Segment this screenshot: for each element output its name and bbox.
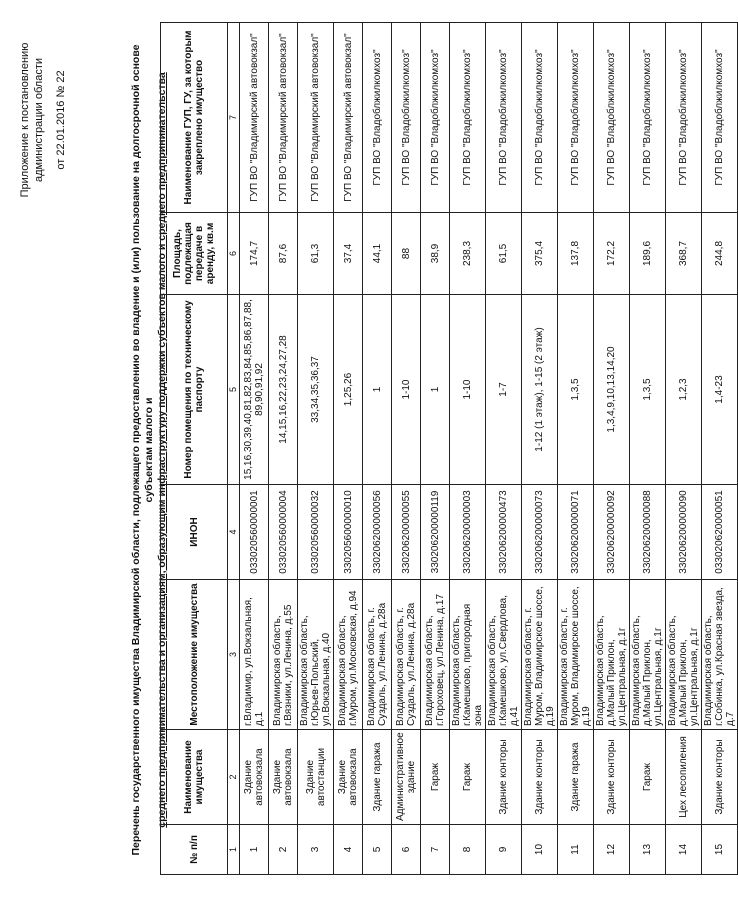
holder-organization: ГУП ВО "Владимирский автовокзал" <box>269 23 298 213</box>
row-number: 10 <box>522 825 558 875</box>
column-number-row <box>228 23 240 875</box>
area-value: 368,7 <box>666 213 702 295</box>
holder-organization: ГУП ВО "Владимирский автовокзал" <box>334 23 363 213</box>
table-header-row <box>161 23 228 875</box>
room-numbers: 33,34,35,36,37 <box>298 295 334 485</box>
room-numbers: 14,15,16,22,23,24,27,28 <box>269 295 298 485</box>
area-value: 61,5 <box>486 213 522 295</box>
property-location: Владимирская область, г.Муром, ул.Московская, д.94 <box>334 580 363 730</box>
room-numbers: 1-10 <box>392 295 421 485</box>
holder-organization: ГУП ВО "Владимирский автовокзал" <box>240 23 269 213</box>
appendix-date: от 22.01.2016 № 22 <box>55 70 67 170</box>
table-row <box>666 23 702 875</box>
inon-code: 033020620000051 <box>702 485 738 580</box>
property-name: Здание автовокзала <box>269 730 298 825</box>
column-number: 3 <box>228 580 240 730</box>
inon-code: 330206200000090 <box>666 485 702 580</box>
inon-code: 330206200000071 <box>558 485 594 580</box>
row-number: 12 <box>594 825 630 875</box>
inon-code: 033020560000032 <box>298 485 334 580</box>
table-row <box>363 23 392 875</box>
property-location: Владимирская область, г.Юрьев-Польский, ул.Вокзальная, д.40 <box>298 580 334 730</box>
property-location: Владимирская область, г. Суздаль, ул.Ленина, д.28а <box>392 580 421 730</box>
table-row <box>334 23 363 875</box>
property-name: Здание автовокзала <box>334 730 363 825</box>
title-line: Перечень государственного имущества Владимирской области, подлежащего предоставлению во владение и (или) пользование на долгосрочной основе субъектам малого и <box>130 44 155 856</box>
row-number: 8 <box>450 825 486 875</box>
holder-organization: ГУП ВО "Владоблжилкомхоз" <box>666 23 702 213</box>
property-name: Здание гаража <box>363 730 392 825</box>
inon-code: 033020560000004 <box>269 485 298 580</box>
room-numbers: 1-10 <box>450 295 486 485</box>
room-numbers: 1,3,4,9,10,13,14,20 <box>594 295 630 485</box>
appendix-block <box>18 25 68 215</box>
property-name: Здание конторы <box>486 730 522 825</box>
room-numbers: 1,3,5 <box>630 295 666 485</box>
property-location: Владимирская область, г. Муром, Владимирское шоссе, д.19 <box>558 580 594 730</box>
title-line: среднего предпринимательства и организациям, образующим инфраструктуру поддержки субъектов малого и среднего предпринимательства <box>156 72 168 828</box>
column-header: ИНОН <box>161 485 228 580</box>
row-number: 9 <box>486 825 522 875</box>
column-header: Площадь, подлежащая передаче в аренду, кв.м <box>161 213 228 295</box>
table-row <box>392 23 421 875</box>
inon-code: 330206200000056 <box>363 485 392 580</box>
property-name: Административное здание <box>392 730 421 825</box>
room-numbers: 1-7 <box>486 295 522 485</box>
holder-organization: ГУП ВО "Владоблжилкомхоз" <box>630 23 666 213</box>
room-numbers: 1,2,3 <box>666 295 702 485</box>
row-number: 5 <box>363 825 392 875</box>
property-name: Цех лесопиления <box>666 730 702 825</box>
property-name: Гараж <box>630 730 666 825</box>
table-row <box>450 23 486 875</box>
property-location: Владимирская область, г.Вязники, ул.Ленина, д.55 <box>269 580 298 730</box>
table-row <box>702 23 738 875</box>
room-numbers: 1 <box>363 295 392 485</box>
inon-code: 330206200000055 <box>392 485 421 580</box>
property-name: Здание конторы <box>522 730 558 825</box>
holder-organization: ГУП ВО "Владоблжилкомхоз" <box>558 23 594 213</box>
room-numbers: 1,4-23 <box>702 295 738 485</box>
property-table <box>160 22 738 875</box>
area-value: 174,7 <box>240 213 269 295</box>
property-name: Гараж <box>450 730 486 825</box>
table-row <box>558 23 594 875</box>
property-name: Здание гаража <box>558 730 594 825</box>
column-header: Номер помещения по техническому паспорту <box>161 295 228 485</box>
row-number: 14 <box>666 825 702 875</box>
inon-code: 033020560000001 <box>240 485 269 580</box>
column-number: 5 <box>228 295 240 485</box>
column-number: 1 <box>228 825 240 875</box>
property-location: Владимирская область, г.Камешково, ул.Свердлова, д.41 <box>486 580 522 730</box>
holder-organization: ГУП ВО "Владоблжилкомхоз" <box>450 23 486 213</box>
table-body <box>240 23 738 875</box>
property-name: Гараж <box>421 730 450 825</box>
inon-code: 330206200000473 <box>486 485 522 580</box>
room-numbers: 1,3,5 <box>558 295 594 485</box>
holder-organization: ГУП ВО "Владоблжилкомхоз" <box>522 23 558 213</box>
area-value: 189,6 <box>630 213 666 295</box>
room-numbers: 1-12 (1 этаж), 1-15 (2 этаж) <box>522 295 558 485</box>
property-name: Здание автовокзала <box>240 730 269 825</box>
column-header: Наименование ГУП, ГУ, за которым закреплено имущество <box>161 23 228 213</box>
inon-code: 330206200000003 <box>450 485 486 580</box>
row-number: 13 <box>630 825 666 875</box>
property-name: Здание конторы <box>594 730 630 825</box>
appendix-line: администрации области <box>33 57 45 183</box>
inon-code: 330206200000119 <box>421 485 450 580</box>
area-value: 44,1 <box>363 213 392 295</box>
column-header: Наименование имущества <box>161 730 228 825</box>
table-row <box>269 23 298 875</box>
property-location: Владимирская область, д.Малый Приклон, ул.Центральная, д.1г <box>594 580 630 730</box>
table-row <box>486 23 522 875</box>
table-row <box>240 23 269 875</box>
holder-organization: ГУП ВО "Владоблжилкомхоз" <box>392 23 421 213</box>
area-value: 137,8 <box>558 213 594 295</box>
room-numbers: 1 <box>421 295 450 485</box>
row-number: 7 <box>421 825 450 875</box>
inon-code: 330206200000073 <box>522 485 558 580</box>
holder-organization: ГУП ВО "Владоблжилкомхоз" <box>594 23 630 213</box>
area-value: 88 <box>392 213 421 295</box>
area-value: 238,3 <box>450 213 486 295</box>
inon-code: 330206200000088 <box>630 485 666 580</box>
property-location: Владимирская область, г. Суздаль, ул.Ленина, д.28а <box>363 580 392 730</box>
appendix-line: Приложение к постановлению <box>19 42 31 198</box>
inon-code: 330206200000092 <box>594 485 630 580</box>
area-value: 375,4 <box>522 213 558 295</box>
column-number: 6 <box>228 213 240 295</box>
table-row <box>421 23 450 875</box>
holder-organization: ГУП ВО "Владоблжилкомхоз" <box>486 23 522 213</box>
holder-organization: ГУП ВО "Владоблжилкомхоз" <box>421 23 450 213</box>
column-header: Местоположение имущества <box>161 580 228 730</box>
table-row <box>522 23 558 875</box>
property-name: Здание конторы <box>702 730 738 825</box>
area-value: 244,8 <box>702 213 738 295</box>
property-location: Владимирская область, г. Муром, Владимирское шоссе, д.19 <box>522 580 558 730</box>
property-location: Владимирская область, д.Малый Приклон, ул.Центральная, д.1г <box>630 580 666 730</box>
table-row <box>594 23 630 875</box>
row-number: 15 <box>702 825 738 875</box>
column-number: 7 <box>228 23 240 213</box>
row-number: 1 <box>240 825 269 875</box>
holder-organization: ГУП ВО "Владоблжилкомхоз" <box>702 23 738 213</box>
table-row <box>298 23 334 875</box>
row-number: 6 <box>392 825 421 875</box>
inon-code: 330205600000010 <box>334 485 363 580</box>
area-value: 38,9 <box>421 213 450 295</box>
holder-organization: ГУП ВО "Владоблжилкомхоз" <box>363 23 392 213</box>
property-name: Здание автостанции <box>298 730 334 825</box>
row-number: 4 <box>334 825 363 875</box>
area-value: 87,6 <box>269 213 298 295</box>
area-value: 37,4 <box>334 213 363 295</box>
property-location: Владимирская область, г.Гороховец, ул.Ленина, д.17 <box>421 580 450 730</box>
area-value: 172,2 <box>594 213 630 295</box>
property-location: Владимирская область, г.Собинка, ул.Красная звезда, д.7 <box>702 580 738 730</box>
property-location: Владимирская область, д.Малый Приклон, ул.Центральная, д.1г <box>666 580 702 730</box>
row-number: 2 <box>269 825 298 875</box>
table-row <box>630 23 666 875</box>
property-location: Владимирская область, г.Камешково, пригородная зона <box>450 580 486 730</box>
column-header: № п/п <box>161 825 228 875</box>
area-value: 61,3 <box>298 213 334 295</box>
holder-organization: ГУП ВО "Владимирский автовокзал" <box>298 23 334 213</box>
column-number: 2 <box>228 730 240 825</box>
row-number: 11 <box>558 825 594 875</box>
room-numbers: 1,25,26 <box>334 295 363 485</box>
room-numbers: 15,16,30,39,40,81,82,83,84,85,86,87,88, 89,90,91,92 <box>240 295 269 485</box>
row-number: 3 <box>298 825 334 875</box>
property-location: г.Владимир, ул.Вокзальная, д.1 <box>240 580 269 730</box>
column-number: 4 <box>228 485 240 580</box>
